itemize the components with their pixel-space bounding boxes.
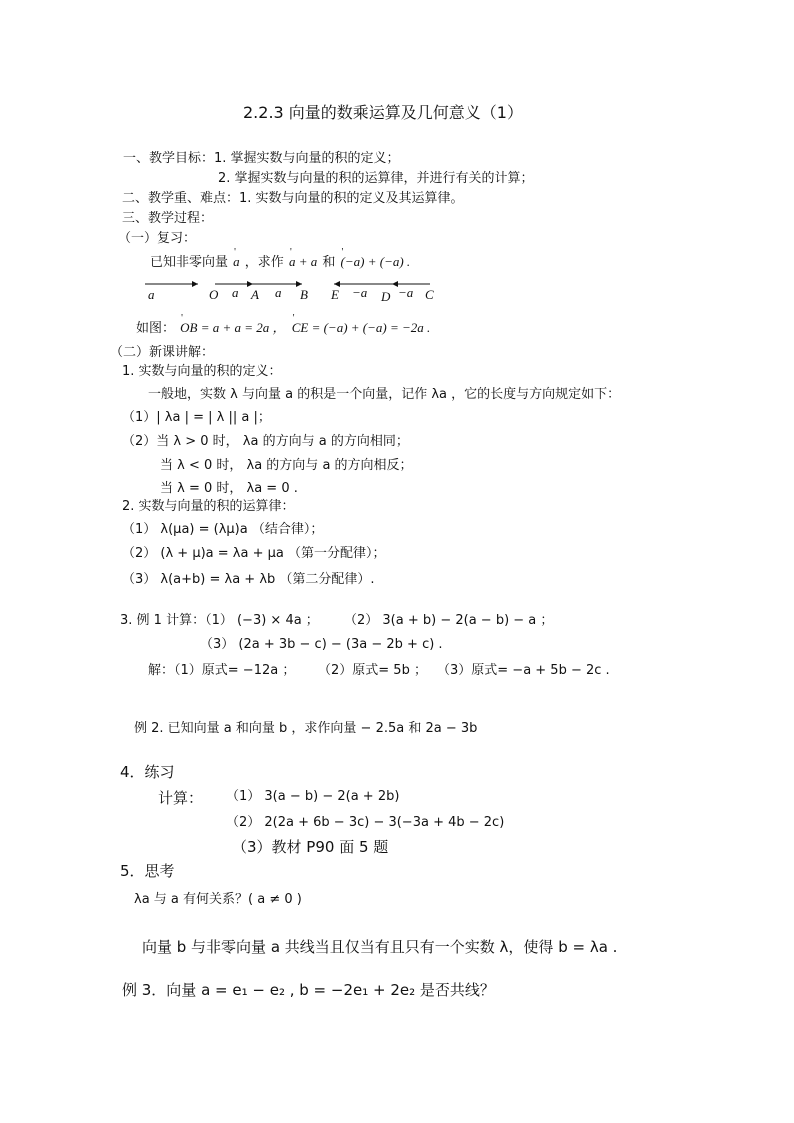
teaching-goal-2: 2. 掌握实数与向量的积的运算律，并进行有关的计算；	[218, 171, 534, 186]
section-2-heading: 2. 实数与向量的积的运算律：	[122, 499, 295, 514]
example-1-part-3: （3） (2a + 3b − c) − (3a − 2b + c) .	[200, 637, 443, 652]
expression-neg-a-sum: ' (−a) + (−a) .	[340, 254, 412, 269]
review-task-text-3: 和	[322, 255, 336, 270]
vector-a: ' a	[232, 254, 241, 269]
result-ob: ' OB = a + a = 2a ，	[179, 320, 286, 335]
practice-heading: 4．练习	[120, 763, 175, 781]
definition-text: 一般地，实数 λ 与向量 a 的积是一个向量，记作 λa ，它的长度与方向规定如下：	[148, 387, 621, 402]
rule-4: 当 λ = 0 时， λa = 0 .	[160, 481, 298, 496]
point-A: A	[251, 287, 259, 302]
section-1-heading: 1. 实数与向量的积的定义：	[122, 364, 282, 379]
label-neg-a-2: −a	[398, 285, 414, 300]
vector-diagram	[140, 275, 440, 305]
practice-3: （3）教材 P90 面 5 题	[232, 838, 389, 856]
example-1-part-1: 3. 例 1 计算：（1） (−3) × 4a ；	[120, 613, 319, 628]
review-result-label: 如图：	[136, 321, 176, 336]
point-O: O	[209, 287, 219, 302]
rule-2: （2）当 λ > 0 时， λa 的方向与 a 的方向相同；	[122, 434, 409, 449]
point-D: D	[381, 289, 391, 304]
label-a: a	[148, 287, 155, 302]
point-C: C	[425, 287, 434, 302]
point-B: B	[300, 287, 308, 302]
review-task-text-2: ，求作	[244, 255, 284, 270]
law-3: （3） λ(a+b) = λa + λb （第二分配律）.	[122, 572, 375, 587]
point-E: E	[331, 287, 339, 302]
label-AB: a	[275, 285, 282, 300]
result-ce: ' CE = (−a) + (−a) = −2a .	[291, 320, 432, 335]
practice-calc-label: 计算：	[158, 789, 204, 807]
label-OA: a	[232, 285, 239, 300]
review-task	[150, 254, 411, 271]
law-1: （1） λ(μa) = (λμ)a （结合律）；	[122, 522, 324, 537]
review-heading: （一）复习：	[118, 231, 197, 246]
review-task-text-1: 已知非零向量	[150, 255, 229, 270]
new-lesson-heading: （二）新课讲解：	[110, 345, 215, 360]
think-question: λa 与 a 有何关系？( a ≠ 0 )	[134, 892, 302, 907]
review-result	[136, 320, 431, 337]
example-3: 例 3．向量 a = e₁ − e₂ , b = −2e₁ + 2e₂ 是否共线？	[122, 981, 495, 999]
teaching-goal-1: 一、教学目标：1. 掌握实数与向量的积的定义；	[123, 151, 400, 166]
solution-1: 解：（1）原式= −12a ；	[148, 663, 296, 678]
teaching-process: 三、教学过程：	[122, 211, 214, 226]
solution-2: （2）原式= 5b ；	[318, 663, 427, 678]
rule-3: 当 λ < 0 时， λa 的方向与 a 的方向相反；	[160, 458, 413, 473]
practice-2: （2） 2(2a + 6b − 3c) − 3(−3a + 4b − 2c)	[226, 815, 505, 830]
rule-1: （1）| λa | = | λ || a |；	[122, 410, 271, 425]
key-points: 二、教学重、难点：1. 实数与向量的积的定义及其运算律。	[122, 191, 464, 206]
think-heading: 5．思考	[120, 862, 175, 880]
example-2: 例 2. 已知向量 a 和向量 b ，求作向量 − 2.5a 和 2a − 3b	[134, 721, 478, 736]
practice-1: （1） 3(a − b) − 2(a + 2b)	[226, 789, 400, 804]
expression-a-plus-a: ' a + a	[288, 254, 318, 269]
solution-3: （3）原式= −a + 5b − 2c .	[437, 663, 610, 678]
page-title: 2.2.3 向量的数乘运算及几何意义（1）	[243, 103, 523, 122]
collinear-theorem: 向量 b 与非零向量 a 共线当且仅当有且只有一个实数 λ，使得 b = λa .	[142, 938, 618, 956]
label-neg-a-1: −a	[352, 285, 368, 300]
example-1-part-2: （2） 3(a + b) − 2(a − b) − a ；	[344, 613, 554, 628]
law-2: （2） (λ + μ)a = λa + μa （第一分配律）；	[122, 546, 386, 561]
